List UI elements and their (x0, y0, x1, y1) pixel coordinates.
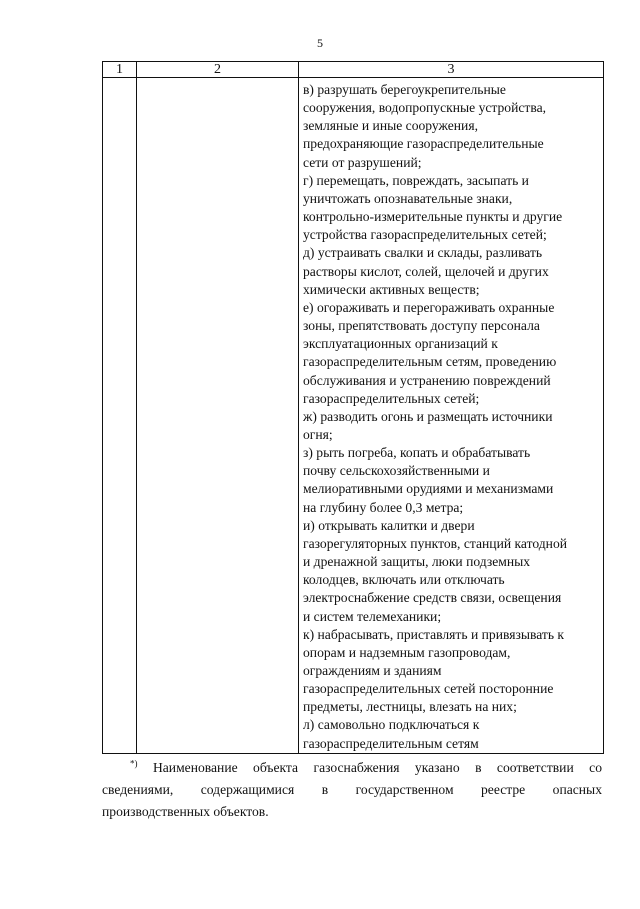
text-line: электроснабжение средств связи, освещения (303, 590, 562, 606)
text-line: и дренажной защиты, люки подземных (303, 554, 531, 570)
text-line: ограждениям и зданиям (303, 663, 442, 678)
text-line: химически активных веществ; (303, 281, 480, 297)
text-line: сооружения, водопропускные устройства, (303, 100, 547, 116)
text-line: в) разрушать берегоукрепительные (303, 82, 506, 97)
table-cell-col2 (137, 78, 299, 754)
text-line: контрольно-измерительные пункты и другие (303, 209, 563, 225)
text-line: обслуживания и устранению повреждений (303, 372, 551, 388)
table-cell-col3 (299, 78, 604, 754)
text-line: и) открывать калитки и двери (303, 517, 475, 533)
text-line: устройства газораспределительных сетей; (303, 227, 547, 243)
text-line: д) устраивать свалки и склады, разливать (303, 245, 543, 261)
text-line: земляные и иные сооружения, (303, 118, 478, 134)
text-line: к) набрасывать, приставлять и привязывать к (303, 626, 565, 642)
footnote-marker: *) (130, 758, 138, 769)
text-line: растворы кислот, солей, щелочей и других (303, 263, 549, 279)
text-line: на глубину более 0,3 метра; (303, 499, 464, 515)
text-line: мелиоративными орудиями и механизмами (303, 481, 554, 497)
text-line: е) огораживать и перегораживать охранные (303, 299, 555, 315)
text-line: газораспределительных сетей посторонние (303, 681, 554, 697)
page-number: 5 (317, 36, 323, 50)
footnote-line: производственных объектов. (102, 804, 269, 819)
footnote-line (102, 757, 602, 779)
table-cell-col1 (103, 78, 137, 754)
text-line: колодцев, включать или отключать (303, 572, 505, 588)
text-line: и систем телемеханики; (303, 608, 442, 624)
text-line: предохраняющие газораспределительные (303, 136, 544, 152)
text-line: зоны, препятствовать доступу персонала (303, 318, 540, 334)
text-line: уничтожать опознавательные знаки, (303, 190, 513, 206)
text-line: огня; (303, 426, 333, 442)
text-line: ж) разводить огонь и размещать источники (303, 408, 553, 424)
restrictions-table (102, 61, 604, 754)
footnote-text: Наименование объекта газоснабжения указано в соответствии со (152, 760, 602, 775)
text-line: опорам и надземным газопроводам, (303, 644, 511, 660)
text-line: газорегуляторных пунктов, станций катодной (303, 535, 568, 551)
text-line: почву сельскохозяйственными и (303, 463, 490, 479)
text-line: л) самовольно подключаться к (303, 717, 480, 733)
text-line: газораспределительным сетям (303, 735, 479, 751)
text-line: эксплуатационных организаций к (303, 336, 498, 352)
text-line: г) перемещать, повреждать, засыпать и (303, 172, 529, 188)
text-line: предметы, лестницы, влезать на них; (303, 699, 517, 715)
table-header-row (103, 62, 604, 78)
footnote (102, 757, 602, 823)
column-header-1: 1 (103, 62, 137, 78)
column-header-2: 2 (137, 62, 299, 78)
text-line: газораспределительных сетей; (303, 390, 480, 406)
column-header-3: 3 (299, 62, 604, 78)
text-line: газораспределительным сетям, проведению (303, 354, 557, 370)
text-line: з) рыть погреба, копать и обрабатывать (303, 445, 531, 461)
table-row (103, 78, 604, 754)
text-line: сети от разрушений; (303, 154, 422, 170)
footnote-line: сведениями, содержащимися в государственном реестре опасных (102, 782, 602, 797)
